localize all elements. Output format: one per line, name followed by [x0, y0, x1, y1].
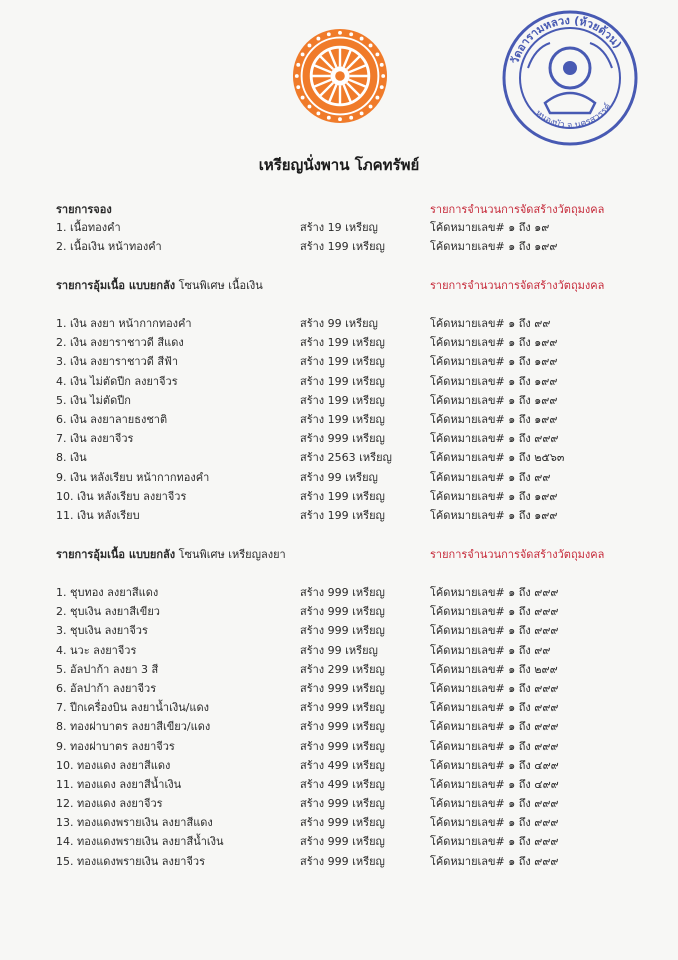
list-item	[56, 794, 656, 813]
wheel-tooth	[327, 116, 331, 120]
item-name: 11. เงิน หลังเรียบ	[56, 508, 140, 522]
item-code-range: โค้ดหมายเลข# ๑ ถึง ๙๙๙	[430, 586, 559, 599]
wheel-tooth	[338, 117, 342, 121]
item-name: 2. เงิน ลงยาราชาวดี สีแดง	[56, 336, 184, 350]
item-quantity: สร้าง 999 เหรียญ	[300, 701, 385, 715]
wheel-tooth	[380, 63, 384, 67]
list-item	[56, 410, 656, 429]
item-quantity: สร้าง 99 เหรียญ	[300, 643, 378, 657]
wheel-tooth	[349, 116, 353, 120]
section-right-heading: รายการจำนวนการจัดสร้างวัตถุมงคล	[430, 279, 605, 292]
item-quantity: สร้าง 999 เหรียญ	[300, 797, 385, 811]
item-code-range: โค้ดหมายเลข# ๑ ถึง ๙๙๙	[430, 701, 559, 715]
item-code-range: โค้ดหมายเลข# ๑ ถึง ๑๙๙	[430, 374, 558, 388]
item-code-range: โค้ดหมายเลข# ๑ ถึง ๙๙	[430, 470, 551, 484]
item-name: 4. เงิน ไม่ตัดปีก ลงยาจีวร	[56, 374, 178, 388]
wheel-tooth	[316, 111, 320, 115]
item-name: 3. ชุบเงิน ลงยาจีวร	[56, 624, 148, 638]
section-subtitle: โซนพิเศษ เหรียญลงยา	[178, 548, 286, 561]
temple-stamp	[500, 8, 640, 148]
wheel-tooth	[301, 52, 305, 56]
item-name: 2. เนื้อเงิน หน้าทองคำ	[56, 240, 162, 254]
wheel-tooth	[308, 105, 312, 109]
item-name: 11. ทองแดง ลงยาสีน้ำเงิน	[56, 777, 182, 791]
item-code-range: โค้ดหมายเลข# ๑ ถึง ๙๙๙	[430, 624, 559, 638]
item-quantity: สร้าง 99 เหรียญ	[300, 470, 378, 484]
item-quantity: สร้าง 199 เหรียญ	[300, 336, 385, 350]
item-name: 5. อัลปาก้า ลงยา 3 สี	[56, 662, 159, 676]
section-title: รายการอุ้มเนื้อ แบบยกลัง	[56, 548, 176, 561]
item-quantity: สร้าง 299 เหรียญ	[300, 662, 385, 676]
item-name: 9. ทองฝาบาตร ลงยาจีวร	[56, 739, 175, 753]
item-code-range: โค้ดหมายเลข# ๑ ถึง ๔๙๙	[430, 777, 559, 791]
wheel-tooth	[381, 74, 385, 78]
item-list	[56, 218, 656, 256]
item-code-range: โค้ดหมายเลข# ๑ ถึง ๙๙๙	[430, 432, 559, 446]
item-code-range: โค้ดหมายเลข# ๑ ถึง ๙๙๙	[430, 739, 559, 753]
list-item	[56, 602, 656, 621]
wheel-tooth	[369, 105, 373, 109]
list-item	[56, 391, 656, 410]
item-quantity: สร้าง 2563 เหรียญ	[300, 451, 392, 465]
item-name: 14. ทองแดงพรายเงิน ลงยาสีน้ำเงิน	[56, 835, 224, 849]
section-right-heading: รายการจำนวนการจัดสร้างวัตถุมงคล	[430, 203, 605, 216]
item-code-range: โค้ดหมายเลข# ๑ ถึง ๑๙๙	[430, 240, 558, 254]
wheel-tooth	[349, 32, 353, 36]
item-quantity: สร้าง 999 เหรียญ	[300, 739, 385, 753]
item-quantity: สร้าง 999 เหรียญ	[300, 720, 385, 734]
item-code-range: โค้ดหมายเลข# ๑ ถึง ๑๙๙	[430, 393, 558, 407]
item-name: 7. ปีกเครื่องบิน ลงยาน้ำเงิน/แดง	[56, 701, 210, 715]
list-item	[56, 352, 656, 371]
item-list	[56, 314, 656, 525]
item-quantity: สร้าง 999 เหรียญ	[300, 605, 385, 619]
section-header	[56, 545, 656, 563]
item-code-range: โค้ดหมายเลข# ๑ ถึง ๙๙๙	[430, 605, 559, 619]
list-item	[56, 813, 656, 832]
wheel-tooth	[338, 31, 342, 35]
item-code-range: โค้ดหมายเลข# ๑ ถึง ๙๙๙	[430, 681, 559, 695]
item-name: 5. เงิน ไม่ตัดปีก	[56, 393, 131, 407]
list-item	[56, 218, 656, 237]
section-enamel	[56, 545, 656, 871]
section-title: รายการอุ้มเนื้อ แบบยกลัง	[56, 279, 176, 292]
item-code-range: โค้ดหมายเลข# ๑ ถึง ๒๙๙	[430, 662, 558, 676]
list-item	[56, 583, 656, 602]
wheel-tooth	[327, 32, 331, 36]
item-name: 15. ทองแดงพรายเงิน ลงยาจีวร	[56, 854, 206, 868]
wheel-tooth	[316, 37, 320, 41]
wheel-tooth	[380, 85, 384, 89]
list-item	[56, 333, 656, 352]
dharma-wheel-logo	[292, 28, 388, 124]
item-name: 10. เงิน หลังเรียบ ลงยาจีวร	[56, 489, 187, 503]
section-header	[56, 276, 656, 294]
item-code-range: โค้ดหมายเลข# ๑ ถึง ๑๙๙	[430, 508, 558, 522]
section-right-heading: รายการจำนวนการจัดสร้างวัตถุมงคล	[430, 548, 605, 561]
item-quantity: สร้าง 199 เหรียญ	[300, 393, 385, 407]
item-quantity: สร้าง 999 เหรียญ	[300, 624, 385, 638]
stamp-lettering: หนองบัว จ.นครสวรรค์	[533, 101, 614, 132]
wheel-tooth	[308, 44, 312, 48]
item-quantity: สร้าง 999 เหรียญ	[300, 681, 385, 695]
item-name: 3. เงิน ลงยาราชาวดี สีฟ้า	[56, 355, 179, 369]
item-name: 9. เงิน หลังเรียบ หน้ากากทองคำ	[56, 470, 210, 484]
list-item	[56, 506, 656, 525]
item-code-range: โค้ดหมายเลข# ๑ ถึง ๔๙๙	[430, 758, 559, 772]
item-quantity: สร้าง 19 เหรียญ	[300, 221, 378, 234]
item-code-range: โค้ดหมายเลข# ๑ ถึง ๙๙๙	[430, 854, 559, 868]
item-quantity: สร้าง 999 เหรียญ	[300, 854, 385, 868]
section-reservation	[56, 200, 656, 256]
item-name: 1. ชุบทอง ลงยาสีแดง	[56, 586, 159, 599]
item-name: 6. เงิน ลงยาลายธงชาติ	[56, 412, 168, 426]
item-code-range: โค้ดหมายเลข# ๑ ถึง ๑๙	[430, 221, 550, 234]
item-name: 1. เนื้อทองคำ	[56, 221, 121, 234]
item-quantity: สร้าง 999 เหรียญ	[300, 432, 385, 446]
item-name: 8. เงิน	[56, 451, 87, 465]
item-name: 2. ชุบเงิน ลงยาสีเขียว	[56, 605, 160, 619]
list-item	[56, 641, 656, 660]
wheel-tooth	[375, 52, 379, 56]
list-item	[56, 717, 656, 736]
item-name: 1. เงิน ลงยา หน้ากากทองคำ	[56, 317, 192, 330]
item-name: 4. นวะ ลงยาจีวร	[56, 643, 137, 657]
section-silver	[56, 276, 656, 525]
item-quantity: สร้าง 999 เหรียญ	[300, 586, 385, 599]
wheel-tooth	[360, 37, 364, 41]
list-item	[56, 852, 656, 871]
wheel-tooth	[301, 96, 305, 100]
list-item	[56, 372, 656, 391]
item-name: 7. เงิน ลงยาจีวร	[56, 432, 134, 446]
wheel-tooth	[375, 96, 379, 100]
wheel-tooth	[295, 74, 299, 78]
section-title: รายการจอง	[56, 203, 112, 216]
stamp-lettering: วัดอารามหลวง (ห้วยด้วน)	[508, 13, 625, 66]
item-quantity: สร้าง 199 เหรียญ	[300, 508, 385, 522]
list-item	[56, 429, 656, 448]
item-code-range: โค้ดหมายเลข# ๑ ถึง ๙๙	[430, 317, 551, 330]
item-name: 8. ทองฝาบาตร ลงยาสีเขียว/แดง	[56, 720, 211, 734]
list-item	[56, 775, 656, 794]
list-item	[56, 737, 656, 756]
item-code-range: โค้ดหมายเลข# ๑ ถึง ๙๙๙	[430, 835, 559, 849]
item-code-range: โค้ดหมายเลข# ๑ ถึง ๙๙๙	[430, 797, 559, 811]
item-name: 13. ทองแดงพรายเงิน ลงยาสีแดง	[56, 816, 213, 830]
item-quantity: สร้าง 99 เหรียญ	[300, 317, 378, 330]
item-name: 10. ทองแดง ลงยาสีแดง	[56, 758, 171, 772]
list-item	[56, 698, 656, 717]
item-code-range: โค้ดหมายเลข# ๑ ถึง ๑๙๙	[430, 489, 558, 503]
list-item	[56, 237, 656, 256]
list-item	[56, 679, 656, 698]
wheel-tooth	[296, 63, 300, 67]
list-item	[56, 448, 656, 467]
document-title: เหรียญนั่งพาน โภคทรัพย์	[258, 156, 420, 174]
item-code-range: โค้ดหมายเลข# ๑ ถึง ๑๙๙	[430, 412, 558, 426]
item-quantity: สร้าง 499 เหรียญ	[300, 758, 385, 772]
list-item	[56, 314, 656, 333]
wheel-tooth	[360, 111, 364, 115]
item-code-range: โค้ดหมายเลข# ๑ ถึง ๑๙๙	[430, 355, 558, 369]
list-item	[56, 621, 656, 640]
item-quantity: สร้าง 999 เหรียญ	[300, 835, 385, 849]
section-header	[56, 200, 656, 218]
item-name: 12. ทองแดง ลงยาจีวร	[56, 797, 163, 811]
wheel-tooth	[369, 44, 373, 48]
item-quantity: สร้าง 199 เหรียญ	[300, 489, 385, 503]
item-quantity: สร้าง 199 เหรียญ	[300, 355, 385, 369]
item-quantity: สร้าง 199 เหรียญ	[300, 374, 385, 388]
list-item	[56, 468, 656, 487]
wheel-tooth	[296, 85, 300, 89]
item-code-range: โค้ดหมายเลข# ๑ ถึง ๙๙๙	[430, 816, 559, 830]
list-item	[56, 660, 656, 679]
list-item	[56, 487, 656, 506]
item-quantity: สร้าง 999 เหรียญ	[300, 816, 385, 830]
item-code-range: โค้ดหมายเลข# ๑ ถึง ๑๙๙	[430, 336, 558, 350]
list-item	[56, 756, 656, 775]
item-quantity: สร้าง 499 เหรียญ	[300, 777, 385, 791]
item-code-range: โค้ดหมายเลข# ๑ ถึง ๙๙๙	[430, 720, 559, 734]
item-quantity: สร้าง 199 เหรียญ	[300, 240, 385, 254]
item-quantity: สร้าง 199 เหรียญ	[300, 412, 385, 426]
item-list	[56, 583, 656, 871]
item-code-range: โค้ดหมายเลข# ๑ ถึง ๒๕๖๓	[430, 451, 565, 465]
item-name: 6. อัลปาก้า ลงยาจีวร	[56, 681, 157, 695]
section-subtitle: โซนพิเศษ เนื้อเงิน	[178, 279, 263, 292]
list-item	[56, 832, 656, 851]
item-code-range: โค้ดหมายเลข# ๑ ถึง ๙๙	[430, 643, 551, 657]
